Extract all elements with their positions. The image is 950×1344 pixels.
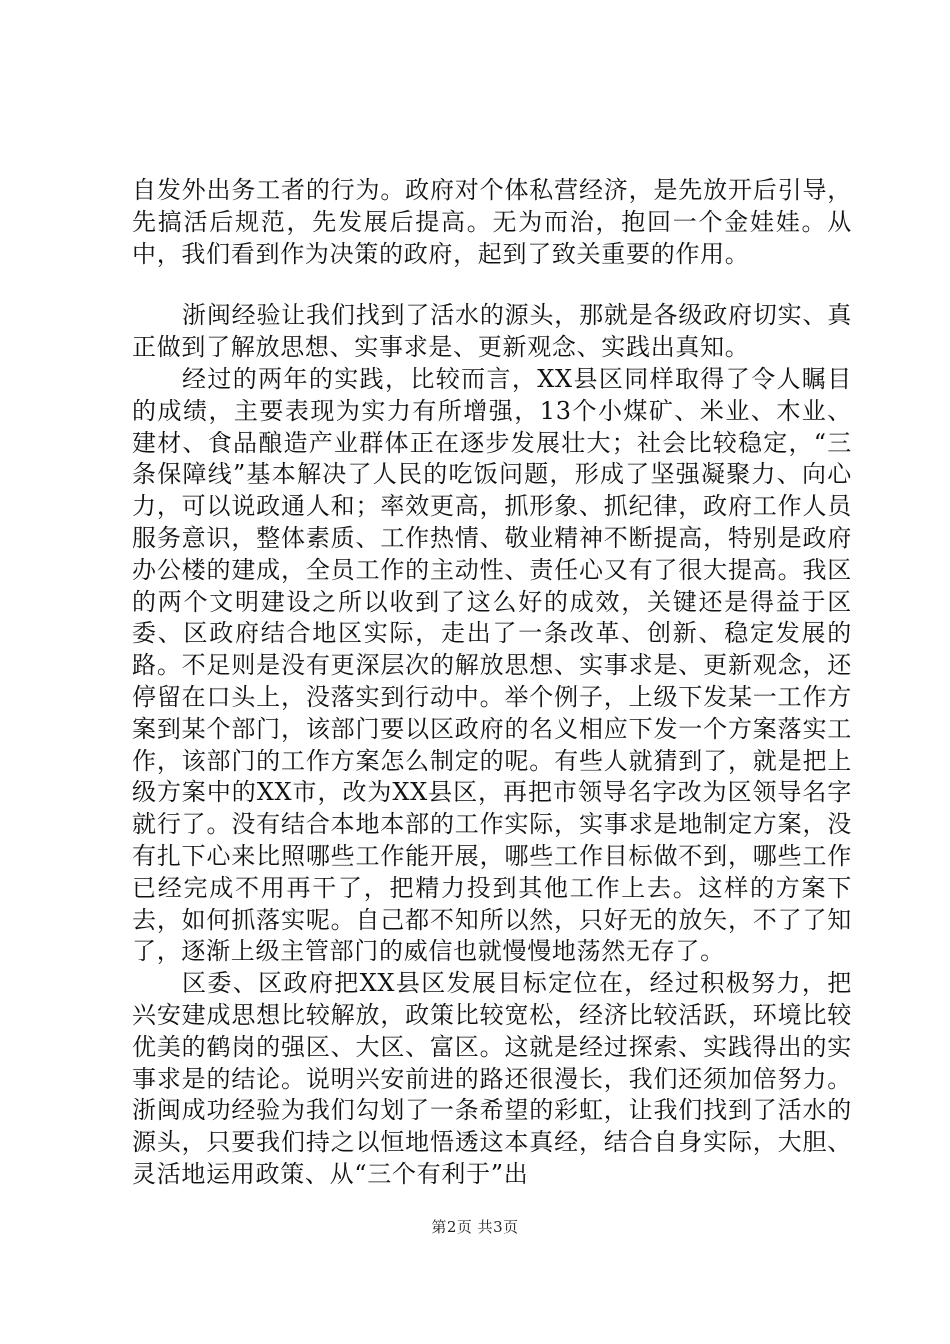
page-number-footer: 第2页 共3页	[431, 1218, 519, 1236]
paragraph-continuation: 自发外出务工者的行为。政府对个体私营经济，是先放开后引导，先搞活后规范，先发展后提高。无为而治，抱回一个金娃娃。从中，我们看到作为决策的政府，起到了致关重要的作用。	[132, 176, 852, 268]
paragraph-development-goal: 区委、区政府把XX县区发展目标定位在，经过积极努力，把兴安建成思想比较解放，政策比较宽松，经济比较活跃，环境比较优美的鹤岗的强区、大区、富区。这就是经过探索、实践得出的实事求是的结论。说明兴安前进的路还很漫长，我们还须加倍努力。浙闽成功经验为我们勾划了一条希望的彩虹，让我们找到了活水的源头，只要我们持之以恒地悟透这本真经，结合自身实际，大胆、灵活地运用政策、从“三个有利于”出	[132, 969, 852, 1188]
paragraph-zhemin-experience: 浙闽经验让我们找到了活水的源头，那就是各级政府切实、真正做到了解放思想、实事求是、更新观念、实践出真知。	[132, 301, 852, 362]
paragraph-two-years-practice: 经过的两年的实践，比较而言，XX县区同样取得了令人瞩目的成绩，主要表现为实力有所增强，13个小煤矿、米业、木业、建材、食品酿造产业群体正在逐步发展壮大；社会比较稳定，“三条保障线”基本解决了人民的吃饭问题，形成了坚强凝聚力、向心力，可以说政通人和；率效更高，抓形象、抓纪律，政府工作人员服务意识，整体素质、工作热情、敬业精神不断提高，特别是政府办公楼的建成，全员工作的主动性、责任心又有了很大提高。我区的两个文明建设之所以收到了这么好的成效，关键还是得益于区委、区政府结合地区实际，走出了一条改革、创新、稳定发展的路。不足则是没有更深层次的解放思想、实事求是、更新观念，还停留在口头上，没落实到行动中。举个例子，上级下发某一工作方案到某个部门，该部门要以区政府的名义相应下发一个方案落实工作，该部门的工作方案怎么制定的呢。有些人就猜到了，就是把上级方案中的XX市，改为XX县区，再把市领导名字改为区领导名字就行了。没有结合本地本部的工作实际，实事求是地制定方案，没有扎下心来比照哪些工作能开展，哪些工作目标做不到，哪些工作已经完成不用再干了，把精力投到其他工作上去。这样的方案下去，如何抓落实呢。自己都不知所以然，只好无的放矢，不了了知了，逐渐上级主管部门的威信也就慢慢地荡然无存了。	[132, 364, 852, 966]
document-body	[132, 175, 852, 1191]
